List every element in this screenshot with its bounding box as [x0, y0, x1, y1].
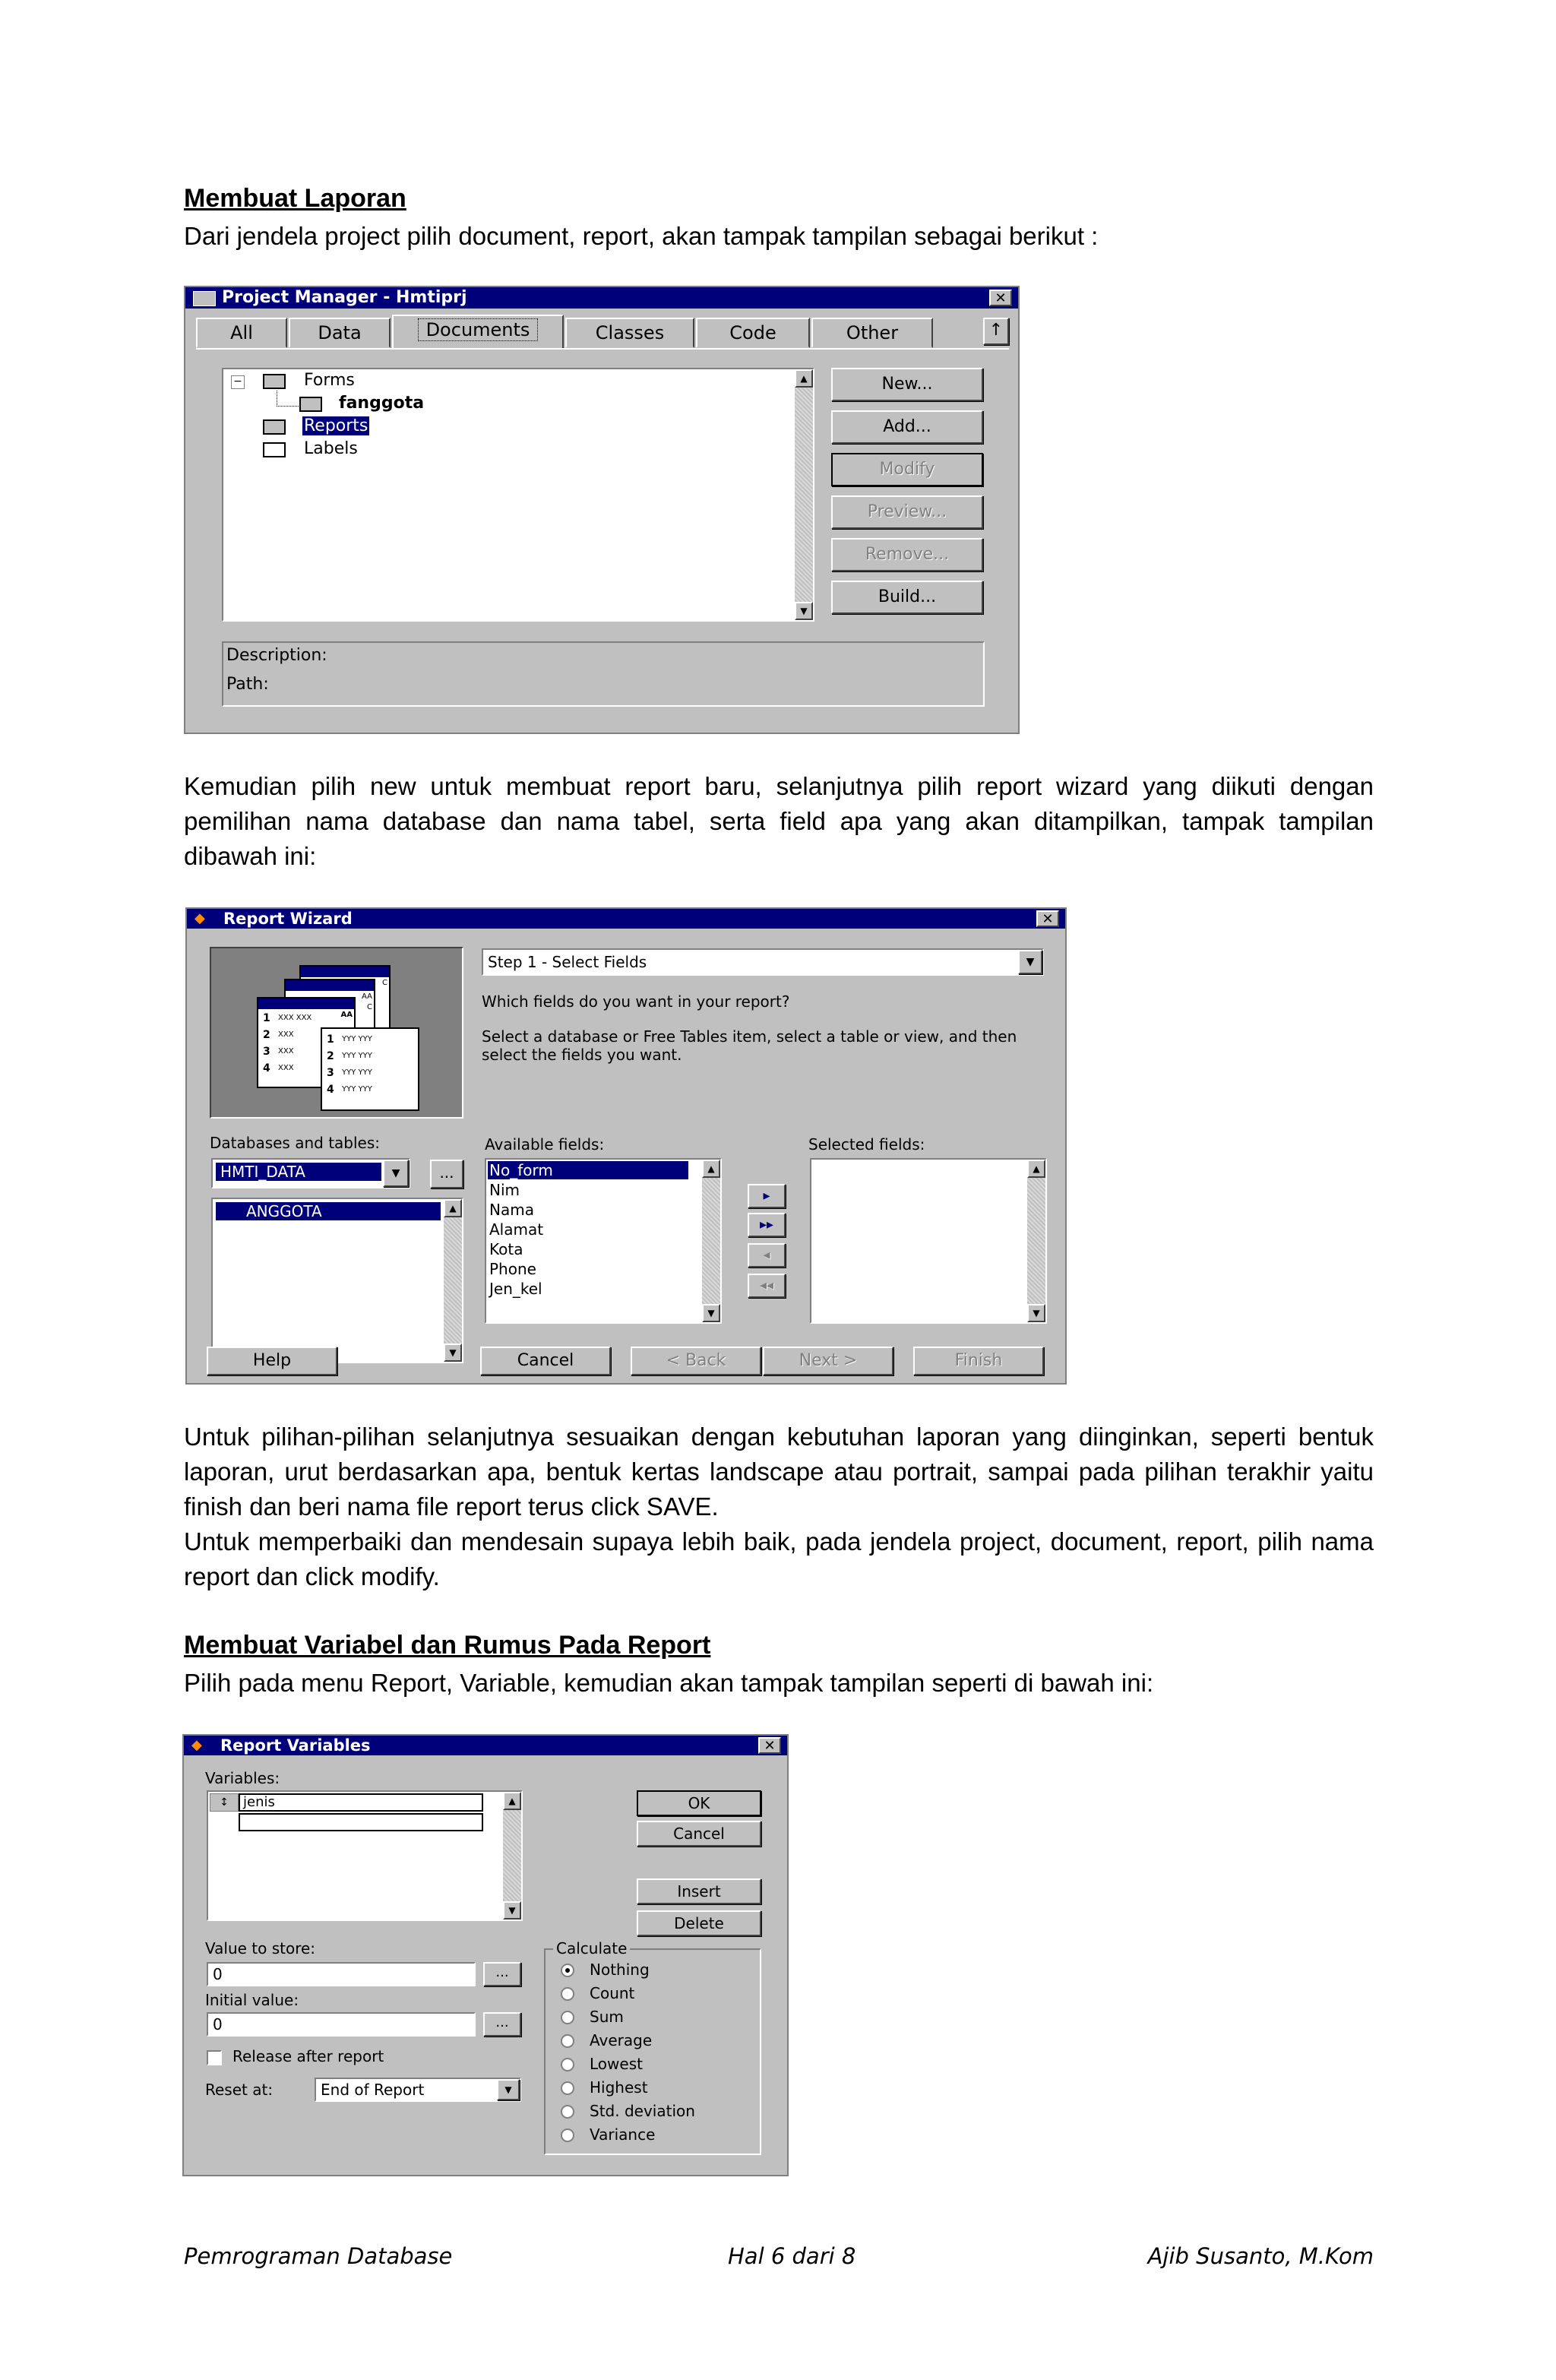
- project-tabs: [196, 318, 1009, 348]
- chevron-down-icon[interactable]: ▼: [497, 2079, 520, 2100]
- tree-item-fanggota[interactable]: fanggota: [339, 394, 425, 413]
- calc-option[interactable]: [561, 2102, 758, 2123]
- illus-col-letter: AA: [362, 992, 372, 1001]
- insert-button[interactable]: Insert: [637, 1878, 761, 1904]
- field-item[interactable]: Kota: [489, 1240, 523, 1258]
- release-label: Release after report: [232, 2047, 384, 2065]
- tab-classes[interactable]: Classes: [565, 318, 694, 348]
- reset-at-value: End of Report: [321, 2081, 425, 2099]
- heading-membuat-laporan: Membuat Laporan: [184, 184, 406, 213]
- field-item[interactable]: Nim: [489, 1181, 520, 1199]
- scroll-down-icon[interactable]: ▼: [702, 1304, 720, 1322]
- tree-item-reports[interactable]: Reports: [304, 416, 368, 435]
- path-label: Path:: [226, 675, 269, 694]
- scroll-up-icon[interactable]: ▲: [702, 1160, 720, 1178]
- collapse-icon[interactable]: −: [231, 375, 245, 389]
- initial-builder-button[interactable]: ...: [483, 2012, 521, 2037]
- window-title: Project Manager - Hmtiprj: [222, 288, 467, 307]
- form-icon: [299, 397, 322, 412]
- scroll-up-icon[interactable]: ▲: [795, 369, 813, 388]
- project-manager-window: [184, 286, 1020, 734]
- calc-option[interactable]: [561, 1961, 758, 1982]
- fields-scrollbar[interactable]: [702, 1160, 720, 1322]
- tab-data[interactable]: Data: [289, 318, 391, 348]
- finish-button[interactable]: Finish: [913, 1347, 1044, 1375]
- description-box: [222, 641, 985, 707]
- scroll-down-icon[interactable]: ▼: [795, 602, 813, 620]
- field-item[interactable]: Phone: [489, 1260, 536, 1278]
- calc-option-label: Sum: [590, 2008, 624, 2026]
- value-to-store-label: Value to store:: [205, 1939, 316, 1957]
- description-label: Description:: [226, 646, 327, 665]
- initial-value-text: 0: [213, 2015, 223, 2033]
- project-manager-titlebar: [185, 287, 1018, 309]
- radio-nothing[interactable]: [561, 1964, 574, 1977]
- calculate-group: [544, 1939, 761, 2155]
- variables-label: Variables:: [205, 1769, 280, 1787]
- build-button[interactable]: Build...: [831, 581, 983, 614]
- illus-row-num: 3: [263, 1046, 270, 1058]
- tables-scrollbar[interactable]: [444, 1199, 462, 1362]
- illus-col-letter: C: [367, 1003, 372, 1011]
- radio-sum[interactable]: [561, 2011, 574, 2024]
- paragraph-3: Untuk pilihan-pilihan selanjutnya sesuaikan dengan kebutuhan laporan yang diinginkan, seperti bentuk laporan, urut berdasarkan apa, bentuk kertas landscape atau portrait, sampai pada pilihan terakhir yaitu finish dan beri nama file report terus click SAVE.: [184, 1423, 1374, 1521]
- value-to-store-text: 0: [213, 1965, 223, 1983]
- chevron-down-icon[interactable]: ▼: [383, 1160, 409, 1187]
- variables-list[interactable]: [207, 1790, 523, 1921]
- release-checkbox[interactable]: [207, 2050, 222, 2065]
- reports-icon: [263, 419, 286, 435]
- browse-database-button[interactable]: ...: [430, 1160, 463, 1188]
- selected-fields-list[interactable]: [810, 1158, 1047, 1324]
- tree-connector: [277, 391, 300, 407]
- tree-scrollbar[interactable]: [795, 369, 813, 620]
- wizard-illustration: [210, 947, 463, 1119]
- calc-option-label: Nothing: [590, 1961, 650, 1979]
- variable-item-jenis[interactable]: jenis: [239, 1793, 483, 1812]
- fox-icon: ◆: [191, 1737, 202, 1753]
- calc-option-label: Std. deviation: [590, 2102, 695, 2120]
- selected-fields-label: Selected fields:: [808, 1135, 925, 1154]
- radio-average[interactable]: [561, 2034, 574, 2048]
- forms-icon: [263, 374, 286, 389]
- value-builder-button[interactable]: ...: [483, 1962, 521, 1986]
- field-item[interactable]: Alamat: [489, 1220, 544, 1239]
- help-button[interactable]: Help: [207, 1347, 337, 1375]
- calc-option-label: Count: [590, 1984, 635, 2002]
- available-fields-label: Available fields:: [485, 1135, 605, 1154]
- tree-item-forms[interactable]: Forms: [304, 371, 355, 390]
- radio-highest[interactable]: [561, 2081, 574, 2095]
- add-field-button[interactable]: ▸: [748, 1184, 786, 1208]
- cancel-button[interactable]: Cancel: [480, 1347, 611, 1375]
- footer-center: Hal 6 dari 8: [728, 2243, 856, 2269]
- table-item-anggota[interactable]: ANGGOTA: [216, 1202, 441, 1220]
- close-icon[interactable]: ✕: [1036, 910, 1059, 927]
- close-icon[interactable]: ✕: [758, 1737, 781, 1754]
- radio-std-deviation[interactable]: [561, 2105, 574, 2119]
- initial-value-input[interactable]: [207, 2012, 476, 2037]
- calc-option-label: Lowest: [590, 2055, 643, 2073]
- tab-scroll-icon[interactable]: ↑: [983, 318, 1009, 345]
- variables-scrollbar[interactable]: [503, 1792, 521, 1920]
- field-item[interactable]: Jen_kel: [489, 1280, 542, 1298]
- report-variables-titlebar: [184, 1736, 787, 1755]
- calc-option[interactable]: [561, 2055, 758, 2076]
- radio-variance[interactable]: [561, 2128, 574, 2142]
- step-dropdown[interactable]: [482, 948, 1044, 976]
- calc-option[interactable]: [561, 2031, 758, 2052]
- tab-documents[interactable]: [392, 315, 564, 350]
- field-item[interactable]: Nama: [489, 1201, 534, 1219]
- report-variables-window: [182, 1734, 789, 2176]
- database-value: HMTI_DATA: [216, 1163, 381, 1181]
- report-wizard-window: [185, 907, 1067, 1385]
- scroll-up-icon[interactable]: ▲: [1027, 1160, 1045, 1178]
- report-wizard-titlebar: [187, 909, 1065, 929]
- wizard-question: Which fields do you want in your report?: [482, 992, 790, 1011]
- scroll-up-icon[interactable]: ▲: [503, 1792, 521, 1810]
- wizard-title: Report Wizard: [223, 910, 353, 928]
- initial-value-label: Initial value:: [205, 1991, 299, 2009]
- illus-row-num: 1: [327, 1033, 334, 1046]
- illus-col-letter: AA: [340, 1011, 353, 1019]
- modify-button[interactable]: Modify: [831, 453, 983, 486]
- tree-item-labels[interactable]: Labels: [304, 439, 358, 458]
- variable-item-empty[interactable]: [239, 1813, 483, 1831]
- variables-title: Report Variables: [220, 1736, 371, 1755]
- selected-scrollbar[interactable]: [1027, 1160, 1045, 1322]
- heading-membuat-variabel: Membuat Variabel dan Rumus Pada Report: [184, 1631, 711, 1660]
- illus-row-num: 4: [327, 1084, 334, 1096]
- cancel-button[interactable]: Cancel: [637, 1821, 761, 1847]
- ok-button[interactable]: OK: [637, 1790, 761, 1816]
- illus-row-text: YYY YYY: [342, 1085, 372, 1093]
- wizard-instruction: Select a database or Free Tables item, select a table or view, and then select the fields you want.: [482, 1027, 1017, 1064]
- calc-option[interactable]: [561, 2078, 758, 2100]
- remove-all-fields-button[interactable]: ◂◂: [748, 1274, 786, 1298]
- value-to-store-input[interactable]: [207, 1962, 476, 1986]
- preview-button[interactable]: Preview...: [831, 495, 983, 529]
- reset-at-label: Reset at:: [205, 2081, 274, 2099]
- project-tree[interactable]: [222, 368, 814, 622]
- window-icon: [193, 291, 216, 306]
- add-button[interactable]: Add...: [831, 410, 983, 444]
- back-button[interactable]: < Back: [631, 1347, 761, 1375]
- labels-icon: [263, 442, 286, 457]
- calc-option-label: Average: [590, 2031, 653, 2049]
- illus-page-front: [321, 1027, 419, 1111]
- illus-row-num: 3: [327, 1067, 334, 1079]
- next-button[interactable]: Next >: [763, 1347, 893, 1375]
- add-all-fields-button[interactable]: ▸▸: [748, 1213, 786, 1237]
- radio-lowest[interactable]: [561, 2058, 574, 2071]
- paragraph-4: Untuk memperbaiki dan mendesain supaya lebih baik, pada jendela project, document, report, pilih nama report dan click modify.: [184, 1527, 1374, 1590]
- fox-icon: ◆: [194, 910, 205, 926]
- illus-row-num: 2: [263, 1029, 270, 1041]
- scroll-down-icon[interactable]: ▼: [503, 1901, 521, 1920]
- delete-button[interactable]: Delete: [637, 1910, 761, 1936]
- calc-option-label: Highest: [590, 2078, 648, 2097]
- remove-button[interactable]: Remove...: [831, 538, 983, 571]
- illus-row-text: YYY YYY: [342, 1068, 372, 1077]
- close-icon[interactable]: ✕: [989, 290, 1012, 306]
- reset-at-dropdown[interactable]: [315, 2078, 521, 2102]
- new-button[interactable]: New...: [831, 368, 983, 401]
- footer-right: Ajib Susanto, M.Kom: [1147, 2243, 1374, 2269]
- illus-row-text: XXX: [278, 1030, 294, 1039]
- illus-row-text: YYY YYY: [342, 1052, 372, 1060]
- paragraph-2: Kemudian pilih new untuk membuat report baru, selanjutnya pilih report wizard yang diikuti dengan pemilihan nama database dan nama tabel, serta field apa yang akan ditampilkan, tampak tampilan dibawah ini:: [184, 772, 1374, 870]
- tables-list[interactable]: [211, 1198, 463, 1363]
- available-fields-list[interactable]: [485, 1158, 722, 1324]
- illus-row-num: 2: [327, 1050, 334, 1062]
- footer-left: Pemrograman Database: [184, 2243, 453, 2269]
- illus-row-text: XXX: [278, 1064, 294, 1072]
- tab-all[interactable]: All: [196, 318, 287, 348]
- remove-field-button[interactable]: ◂: [748, 1243, 786, 1268]
- calc-option[interactable]: [561, 2008, 758, 2029]
- scroll-down-icon[interactable]: ▼: [1027, 1304, 1045, 1322]
- databases-label: Databases and tables:: [210, 1134, 381, 1152]
- calc-option[interactable]: [561, 2125, 758, 2147]
- paragraph-1: Dari jendela project pilih document, report, akan tampak tampilan sebagai berikut :: [184, 222, 1099, 250]
- illus-row-num: 4: [263, 1062, 270, 1074]
- scroll-down-icon[interactable]: ▼: [444, 1343, 462, 1362]
- mover-icon[interactable]: ↕: [210, 1793, 239, 1812]
- paragraph-5: Pilih pada menu Report, Variable, kemudian akan tampak tampilan seperti di bawah ini:: [184, 1669, 1154, 1697]
- illus-row-num: 1: [263, 1012, 270, 1024]
- step-value: Step 1 - Select Fields: [488, 953, 647, 971]
- calc-option-label: Variance: [590, 2125, 656, 2144]
- illus-row-text: YYY YYY: [342, 1035, 372, 1043]
- chevron-down-icon[interactable]: ▼: [1018, 950, 1042, 974]
- scroll-up-icon[interactable]: ▲: [444, 1199, 462, 1217]
- illus-col-letter: C: [382, 979, 387, 987]
- tab-divider: [196, 348, 1009, 350]
- tab-code[interactable]: Code: [696, 318, 810, 348]
- illus-row-text: XXX XXX: [278, 1014, 312, 1022]
- database-dropdown[interactable]: [211, 1158, 410, 1188]
- illus-row-text: XXX: [278, 1047, 294, 1055]
- calculate-label: Calculate: [553, 1939, 630, 1957]
- field-item[interactable]: No_form: [488, 1161, 688, 1179]
- tab-documents-label: Documents: [418, 318, 539, 341]
- radio-count[interactable]: [561, 1987, 574, 2001]
- calc-option[interactable]: [561, 1984, 758, 2005]
- tab-other[interactable]: Other: [811, 318, 933, 348]
